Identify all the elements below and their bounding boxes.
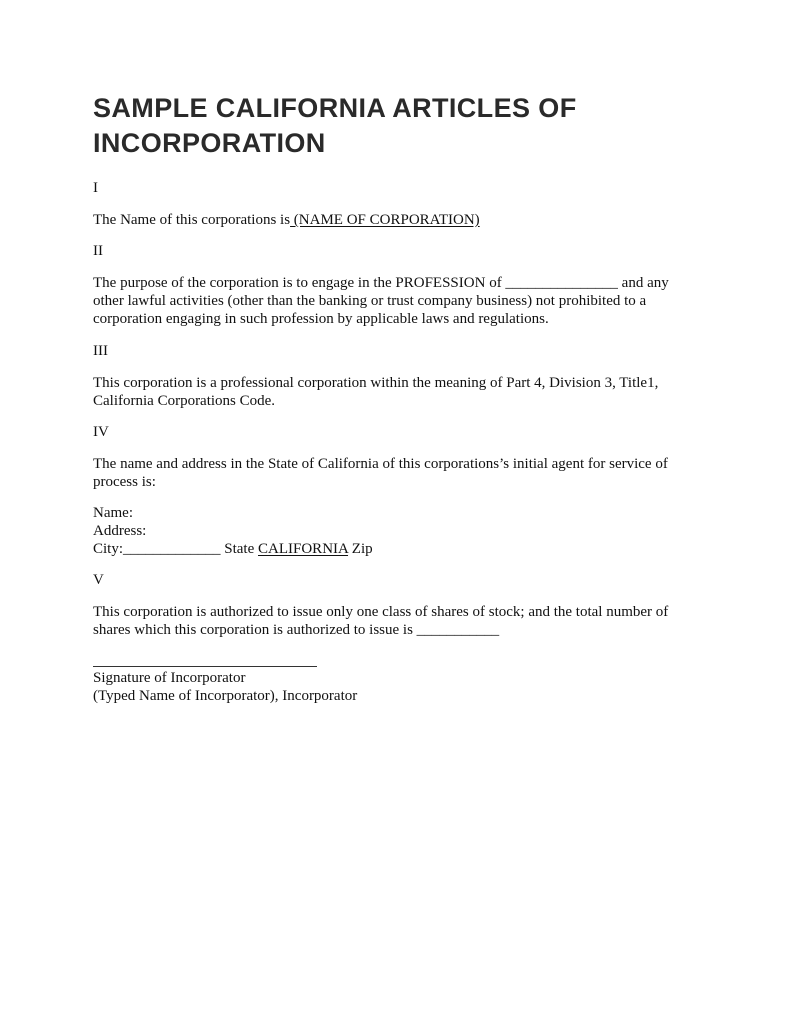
state-label: State bbox=[220, 541, 259, 557]
signature-label: Signature of Incorporator bbox=[93, 670, 246, 686]
agent-name-label: Name: bbox=[93, 505, 133, 521]
title-line-1: SAMPLE CALIFORNIA ARTICLES OF bbox=[93, 93, 577, 123]
title-line-2: INCORPORATION bbox=[93, 128, 326, 158]
city-label: City:_____________ bbox=[93, 541, 221, 557]
document-body bbox=[93, 91, 695, 705]
zip-label: Zip bbox=[348, 541, 373, 557]
section-iii-text: This corporation is a professional corporation within the meaning of Part 4, Division 3, Title1, California Corporations Code. bbox=[93, 375, 659, 409]
section-numeral-i: I bbox=[93, 180, 98, 196]
section-i-text bbox=[93, 211, 695, 229]
signature-line bbox=[93, 666, 317, 667]
section-numeral-v: V bbox=[93, 572, 104, 588]
corporation-name-label: The Name of this corporations is bbox=[93, 212, 291, 228]
agent-city-state-zip bbox=[93, 540, 695, 558]
section-numeral-ii: II bbox=[93, 243, 103, 259]
typed-name-label: (Typed Name of Incorporator), Incorporator bbox=[93, 688, 358, 704]
agent-address-label: Address: bbox=[93, 523, 147, 539]
section-ii-text: The purpose of the corporation is to engage in the PROFESSION of _______________ and any other lawful activities (other than the banking or trust company business) not prohibited to a corporation engaging in such profession by applicable laws and regulations. bbox=[93, 275, 669, 327]
state-value: CALIFORNIA bbox=[258, 541, 349, 557]
document-title bbox=[93, 91, 695, 161]
section-numeral-iii: III bbox=[93, 343, 108, 359]
corporation-name-placeholder: (NAME OF CORPORATION) bbox=[290, 212, 480, 228]
section-v-text: This corporation is authorized to issue only one class of shares of stock; and the total number of shares which this corporation is authorized to issue is ___________ bbox=[93, 604, 669, 638]
section-numeral-iv: IV bbox=[93, 424, 109, 440]
section-iv-text: The name and address in the State of California of this corporations’s initial agent for service of process is: bbox=[93, 456, 668, 490]
agent-details bbox=[93, 504, 695, 558]
